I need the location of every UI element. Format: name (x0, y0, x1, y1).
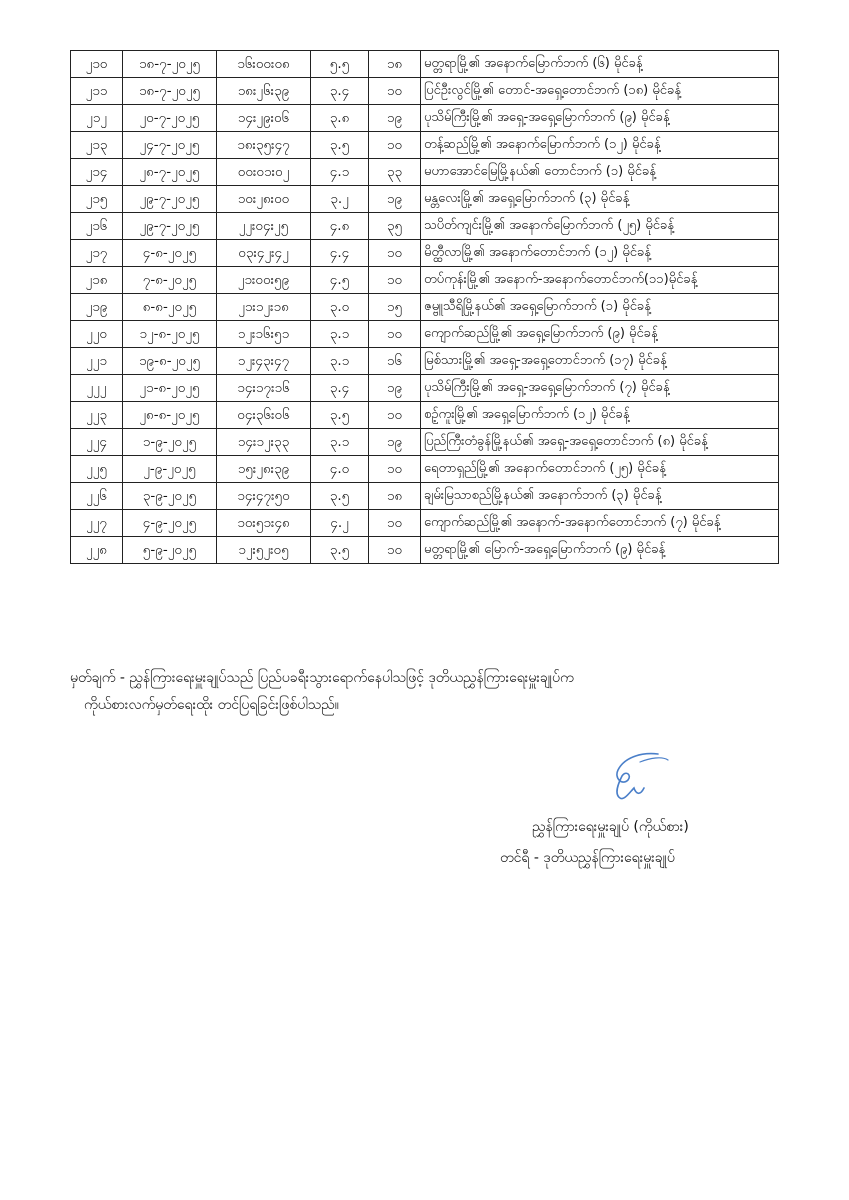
table-row (71, 429, 779, 456)
cell-magnitude: ၄.၁ (311, 159, 369, 186)
cell-date: ၁၂-၈-၂၀၂၅ (123, 321, 217, 348)
cell-date: ၂၁-၈-၂၀၂၅ (123, 375, 217, 402)
table-row (71, 240, 779, 267)
cell-location: တပ်ကုန်းမြို့၏ အနောက်-အနောက်တောင်ဘက်(၁၁)မိုင်ခန့် (421, 267, 779, 294)
cell-location: စဉ့်ကူးမြို့၏ အရှေ့မြောက်ဘက် (၁၂) မိုင်ခန့် (421, 402, 779, 429)
cell-magnitude: ၅.၅ (311, 51, 369, 78)
table-row (71, 321, 779, 348)
cell-magnitude: ၃.၂ (311, 186, 369, 213)
cell-time: ၁၅း၂၈း၃၉ (217, 456, 311, 483)
cell-time: ၁၀း၅၁း၄၈ (217, 510, 311, 537)
cell-magnitude: ၃.၅ (311, 132, 369, 159)
cell-date: ၈-၈-၂၀၂၅ (123, 294, 217, 321)
cell-time: ၀၀း၀၁း၀၂ (217, 159, 311, 186)
cell-date: ၄-၉-၂၀၂၅ (123, 510, 217, 537)
table-row (71, 348, 779, 375)
table-row (71, 51, 779, 78)
table-row (71, 294, 779, 321)
cell-time: ၁၆း၀၀း၀၈ (217, 51, 311, 78)
cell-number: ၂၂၄ (71, 429, 123, 456)
cell-number: ၂၂၀ (71, 321, 123, 348)
cell-location: မဟာအောင်မြေမြို့နယ်၏ တောင်ဘက် (၁) မိုင်ခန့် (421, 159, 779, 186)
cell-number: ၂၁၃ (71, 132, 123, 159)
cell-date: ၁၈-၇-၂၀၂၅ (123, 51, 217, 78)
table-row (71, 402, 779, 429)
cell-number: ၂၁၄ (71, 159, 123, 186)
remark-line-1: မှတ်ချက် - ညွှန်ကြားရေးမှူးချုပ်သည် ပြည်ပခရီးသွားရောက်နေပါသဖြင့် ဒုတိယညွှန်ကြားရေးမှူးချုပ်က (70, 670, 574, 686)
cell-time: ၁၂း၅၂း၀၅ (217, 537, 311, 564)
cell-depth: ၃၅ (369, 213, 421, 240)
cell-location: တန့်ဆည်မြို့၏ အနောက်မြောက်ဘက် (၁၂) မိုင်ခန့် (421, 132, 779, 159)
cell-depth: ၁၉ (369, 186, 421, 213)
remark-note (70, 665, 795, 719)
handwritten-signature (600, 748, 670, 810)
cell-time: ၀၄း၃၆း၀၆ (217, 402, 311, 429)
cell-location: မတ္တရာမြို့၏ မြောက်-အရှေ့မြောက်ဘက် (၉) မိုင်ခန့် (421, 537, 779, 564)
table-row (71, 483, 779, 510)
cell-time: ၁၈း၂၆း၃၉ (217, 78, 311, 105)
cell-depth: ၁၀ (369, 456, 421, 483)
cell-location: ပုသိမ်ကြီးမြို့၏ အရှေ့-အရှေ့မြောက်ဘက် (၉) မိုင်ခန့် (421, 105, 779, 132)
cell-time: ၂၂း၀၄း၂၅ (217, 213, 311, 240)
cell-magnitude: ၃.၅ (311, 402, 369, 429)
cell-time: ၂၁း၀၀း၅၉ (217, 267, 311, 294)
cell-number: ၂၁၆ (71, 213, 123, 240)
cell-magnitude: ၃.၀ (311, 294, 369, 321)
cell-location: သပိတ်ကျင်းမြို့၏ အနောက်မြောက်ဘက် (၂၅) မိုင်ခန့် (421, 213, 779, 240)
cell-date: ၁-၉-၂၀၂၅ (123, 429, 217, 456)
cell-magnitude: ၄.၈ (311, 213, 369, 240)
cell-location: ရေတာရှည်မြို့၏ အနောက်တောင်ဘက် (၂၅) မိုင်ခန့် (421, 456, 779, 483)
cell-location: မန္တလေးမြို့၏ အရှေ့မြောက်ဘက် (၃) မိုင်ခန့် (421, 186, 779, 213)
cell-magnitude: ၄.၄ (311, 240, 369, 267)
cell-location: ပြင်ဦးလွင်မြို့၏ တောင်-အရှေ့တောင်ဘက် (၁၈) မိုင်ခန့် (421, 78, 779, 105)
cell-depth: ၁၉ (369, 429, 421, 456)
cell-number: ၂၂၆ (71, 483, 123, 510)
cell-magnitude: ၄.၂ (311, 510, 369, 537)
table-row (71, 375, 779, 402)
table-row (71, 213, 779, 240)
cell-location: မတ္တရာမြို့၏ အနောက်မြောက်ဘက် (၆) မိုင်ခန့် (421, 51, 779, 78)
cell-date: ၃-၉-၂၀၂၅ (123, 483, 217, 510)
cell-date: ၂-၉-၂၀၂၅ (123, 456, 217, 483)
cell-date: ၁၉-၈-၂၀၂၅ (123, 348, 217, 375)
cell-depth: ၁၀ (369, 240, 421, 267)
cell-location: ဇမ္ဗူသီရိမြို့နယ်၏ အရှေ့မြောက်ဘက် (၁) မိုင်ခန့် (421, 294, 779, 321)
table-row (71, 537, 779, 564)
cell-location: မြစ်သားမြို့၏ အရှေ့-အရှေ့တောင်ဘက် (၁၇) မိုင်ခန့် (421, 348, 779, 375)
cell-date: ၇-၈-၂၀၂၅ (123, 267, 217, 294)
cell-magnitude: ၃.၁ (311, 321, 369, 348)
table-row (71, 159, 779, 186)
cell-magnitude: ၃.၄ (311, 78, 369, 105)
cell-location: မိတ္ထီလာမြို့၏ အနောက်တောင်ဘက် (၁၂) မိုင်ခန့် (421, 240, 779, 267)
cell-time: ၁၄း၁၇း၁၆ (217, 375, 311, 402)
cell-time: ၂၁း၁၂း၁၈ (217, 294, 311, 321)
cell-time: ၁၀း၂၈း၀၀ (217, 186, 311, 213)
table-body (71, 51, 779, 564)
cell-number: ၂၂၈ (71, 537, 123, 564)
cell-date: ၁၈-၇-၂၀၂၅ (123, 78, 217, 105)
cell-time: ၀၃း၄၂း၄၂ (217, 240, 311, 267)
cell-date: ၂၈-၇-၂၀၂၅ (123, 159, 217, 186)
cell-magnitude: ၃.၈ (311, 105, 369, 132)
cell-location: ပြည်ကြီးတံခွန်မြို့နယ်၏ အရှေ့-အရှေ့တောင်ဘက် (၈) မိုင်ခန့် (421, 429, 779, 456)
cell-magnitude: ၃.၅ (311, 537, 369, 564)
cell-date: ၂၉-၇-၂၀၂၅ (123, 213, 217, 240)
cell-depth: ၁၉ (369, 105, 421, 132)
cell-depth: ၁၀ (369, 321, 421, 348)
cell-depth: ၁၀ (369, 267, 421, 294)
cell-number: ၂၁၂ (71, 105, 123, 132)
table-row (71, 186, 779, 213)
signature-flourish (640, 758, 668, 762)
cell-location: ကျောက်ဆည်မြို့၏ အနောက်-အနောက်တောင်ဘက် (၇) မိုင်ခန့် (421, 510, 779, 537)
cell-depth: ၁၀ (369, 132, 421, 159)
cell-depth: ၁၀ (369, 402, 421, 429)
cell-magnitude: ၃.၁ (311, 429, 369, 456)
cell-magnitude: ၃.၁ (311, 348, 369, 375)
cell-number: ၂၁၀ (71, 51, 123, 78)
cell-depth: ၃၃ (369, 159, 421, 186)
cell-depth: ၁၀ (369, 510, 421, 537)
cell-time: ၁၈း၃၅း၄၇ (217, 132, 311, 159)
cell-depth: ၁၈ (369, 483, 421, 510)
cell-depth: ၁၀ (369, 78, 421, 105)
cell-number: ၂၁၇ (71, 240, 123, 267)
cell-depth: ၁၆ (369, 348, 421, 375)
cell-time: ၁၄း၄၇း၅၀ (217, 483, 311, 510)
cell-magnitude: ၃.၅ (311, 483, 369, 510)
cell-number: ၂၁၉ (71, 294, 123, 321)
cell-location: ချမ်းမြသာစည်မြို့နယ်၏ အနောက်ဘက် (၃) မိုင်ခန့် (421, 483, 779, 510)
cell-time: ၁၂း၄၃း၄၇ (217, 348, 311, 375)
cell-number: ၂၁၈ (71, 267, 123, 294)
remark-line-2: ကိုယ်စားလက်မှတ်ရေးထိုး တင်ပြရခြင်းဖြစ်ပါသည်။ (84, 697, 339, 713)
cell-number: ၂၂၂ (71, 375, 123, 402)
signatory-block (500, 812, 790, 874)
table-row (71, 78, 779, 105)
cell-date: ၂၀-၇-၂၀၂၅ (123, 105, 217, 132)
cell-number: ၂၂၁ (71, 348, 123, 375)
cell-location: ကျောက်ဆည်မြို့၏ အရှေ့မြောက်ဘက် (၉) မိုင်ခန့် (421, 321, 779, 348)
cell-date: ၂၉-၇-၂၀၂၅ (123, 186, 217, 213)
table-row (71, 105, 779, 132)
signatory-name: တင်ရီ - ဒုတိယညွှန်ကြားရေးမှူးချုပ် (500, 850, 675, 866)
table-row (71, 132, 779, 159)
cell-number: ၂၂၃ (71, 402, 123, 429)
signatory-title: ညွှန်ကြားရေးမှူးချုပ် (ကိုယ်စား) (532, 819, 689, 835)
cell-magnitude: ၄.၅ (311, 267, 369, 294)
cell-number: ၂၁၁ (71, 78, 123, 105)
cell-date: ၂၈-၈-၂၀၂၅ (123, 402, 217, 429)
table-row (71, 456, 779, 483)
cell-magnitude: ၄.၀ (311, 456, 369, 483)
cell-time: ၁၄း၂၉း၀၆ (217, 105, 311, 132)
table-row (71, 267, 779, 294)
cell-depth: ၁၈ (369, 51, 421, 78)
signature-stroke (617, 754, 658, 799)
cell-number: ၂၂၅ (71, 456, 123, 483)
cell-time: ၁၂း၁၆း၅၁ (217, 321, 311, 348)
cell-depth: ၁၅ (369, 294, 421, 321)
cell-date: ၂၄-၇-၂၀၂၅ (123, 132, 217, 159)
table-row (71, 510, 779, 537)
cell-date: ၄-၈-၂၀၂၅ (123, 240, 217, 267)
cell-location: ပုသိမ်ကြီးမြို့၏ အရှေ့-အရှေ့မြောက်ဘက် (၇) မိုင်ခန့် (421, 375, 779, 402)
cell-number: ၂၁၅ (71, 186, 123, 213)
cell-time: ၁၄း၁၂း၃၃ (217, 429, 311, 456)
cell-depth: ၁၀ (369, 537, 421, 564)
earthquake-table (70, 50, 779, 564)
cell-depth: ၁၉ (369, 375, 421, 402)
cell-date: ၅-၉-၂၀၂၅ (123, 537, 217, 564)
cell-magnitude: ၃.၄ (311, 375, 369, 402)
cell-number: ၂၂၇ (71, 510, 123, 537)
